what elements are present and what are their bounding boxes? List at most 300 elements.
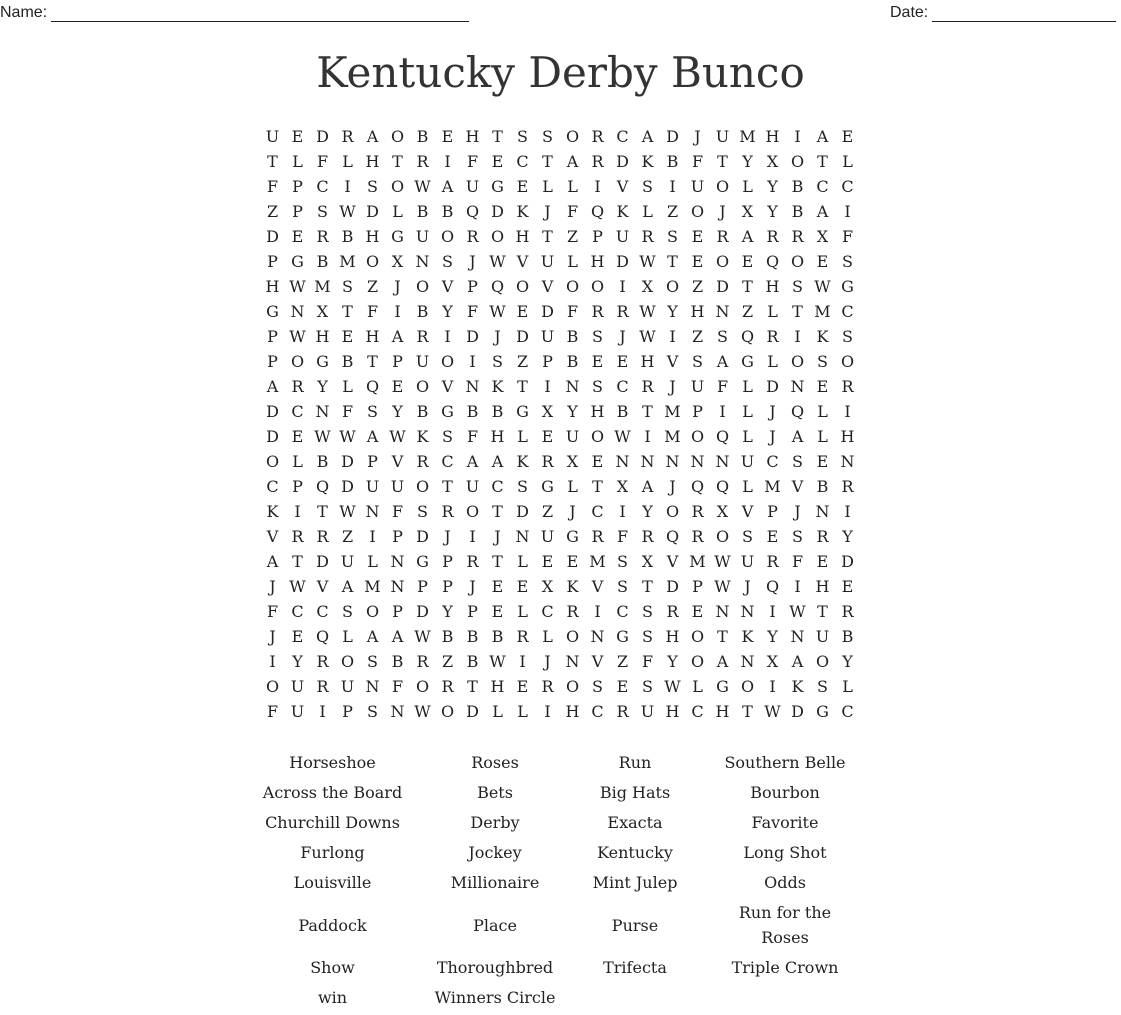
grid-cell[interactable]: E bbox=[541, 427, 554, 446]
grid-cell[interactable]: C bbox=[316, 602, 329, 621]
grid-cell[interactable]: Y bbox=[317, 377, 328, 396]
grid-cell[interactable]: S bbox=[742, 527, 753, 546]
grid-cell[interactable]: R bbox=[716, 227, 729, 246]
grid-cell[interactable]: S bbox=[367, 652, 378, 671]
grid-cell[interactable]: D bbox=[266, 402, 279, 421]
grid-cell[interactable]: I bbox=[269, 652, 276, 671]
grid-cell[interactable]: Q bbox=[665, 527, 680, 546]
grid-cell[interactable]: R bbox=[841, 377, 854, 396]
grid-cell[interactable]: P bbox=[292, 177, 303, 196]
grid-cell[interactable]: A bbox=[716, 652, 729, 671]
grid-cell[interactable]: T bbox=[642, 402, 653, 421]
grid-cell[interactable]: E bbox=[816, 252, 829, 271]
grid-cell[interactable]: N bbox=[665, 452, 680, 471]
grid-cell[interactable]: H bbox=[365, 227, 380, 246]
name-line[interactable] bbox=[51, 5, 469, 22]
grid-cell[interactable]: O bbox=[365, 252, 380, 271]
grid-cell[interactable]: H bbox=[715, 702, 730, 721]
grid-cell[interactable]: C bbox=[841, 302, 854, 321]
grid-cell[interactable]: R bbox=[616, 302, 629, 321]
grid-cell[interactable]: B bbox=[791, 177, 804, 196]
grid-cell[interactable]: Y bbox=[767, 202, 778, 221]
grid-cell[interactable]: R bbox=[416, 452, 429, 471]
grid-cell[interactable]: G bbox=[441, 402, 454, 421]
grid-cell[interactable]: O bbox=[840, 352, 855, 371]
grid-cell[interactable]: Y bbox=[392, 402, 403, 421]
grid-cell[interactable]: P bbox=[542, 352, 553, 371]
grid-cell[interactable]: W bbox=[289, 577, 306, 596]
grid-cell[interactable]: P bbox=[592, 227, 603, 246]
grid-cell[interactable]: H bbox=[490, 427, 505, 446]
grid-cell[interactable]: N bbox=[590, 627, 605, 646]
grid-cell[interactable]: T bbox=[642, 577, 653, 596]
grid-cell[interactable]: G bbox=[391, 227, 404, 246]
grid-cell[interactable]: F bbox=[566, 202, 579, 221]
grid-cell[interactable]: F bbox=[316, 152, 329, 171]
grid-cell[interactable]: L bbox=[367, 552, 378, 571]
grid-cell[interactable]: U bbox=[815, 627, 830, 646]
grid-cell[interactable]: E bbox=[816, 377, 829, 396]
grid-cell[interactable]: T bbox=[342, 302, 353, 321]
grid-cell[interactable]: D bbox=[266, 427, 279, 446]
grid-cell[interactable]: P bbox=[267, 352, 278, 371]
grid-cell[interactable]: G bbox=[291, 252, 304, 271]
grid-cell[interactable]: N bbox=[690, 452, 705, 471]
grid-cell[interactable]: A bbox=[491, 452, 504, 471]
grid-cell[interactable]: T bbox=[292, 552, 303, 571]
grid-cell[interactable]: X bbox=[616, 477, 629, 496]
grid-cell[interactable]: R bbox=[641, 377, 654, 396]
grid-cell[interactable]: I bbox=[619, 277, 626, 296]
grid-cell[interactable]: E bbox=[391, 377, 404, 396]
grid-cell[interactable]: B bbox=[841, 627, 854, 646]
grid-cell[interactable]: J bbox=[769, 402, 776, 421]
grid-cell[interactable]: F bbox=[391, 502, 404, 521]
grid-cell[interactable]: T bbox=[492, 502, 503, 521]
grid-cell[interactable]: O bbox=[440, 702, 455, 721]
grid-cell[interactable]: O bbox=[265, 677, 280, 696]
grid-cell[interactable]: H bbox=[515, 227, 530, 246]
grid-cell[interactable]: W bbox=[339, 427, 356, 446]
grid-cell[interactable]: V bbox=[541, 277, 554, 296]
grid-cell[interactable]: E bbox=[516, 177, 529, 196]
grid-cell[interactable]: G bbox=[316, 352, 329, 371]
grid-cell[interactable]: R bbox=[416, 152, 429, 171]
grid-cell[interactable]: J bbox=[269, 627, 276, 646]
grid-cell[interactable]: P bbox=[342, 702, 353, 721]
grid-cell[interactable]: D bbox=[316, 552, 329, 571]
grid-cell[interactable]: S bbox=[692, 352, 703, 371]
grid-cell[interactable]: L bbox=[692, 677, 703, 696]
grid-cell[interactable]: U bbox=[690, 177, 705, 196]
grid-cell[interactable]: Z bbox=[541, 502, 554, 521]
grid-cell[interactable]: L bbox=[517, 702, 528, 721]
grid-cell[interactable]: E bbox=[841, 127, 854, 146]
grid-cell[interactable]: Z bbox=[566, 227, 579, 246]
grid-cell[interactable]: S bbox=[792, 527, 803, 546]
grid-cell[interactable]: C bbox=[591, 502, 604, 521]
grid-cell[interactable]: D bbox=[541, 302, 554, 321]
grid-cell[interactable]: E bbox=[291, 227, 304, 246]
grid-cell[interactable]: L bbox=[517, 552, 528, 571]
grid-cell[interactable]: Y bbox=[567, 402, 578, 421]
grid-cell[interactable]: D bbox=[516, 327, 529, 346]
grid-cell[interactable]: I bbox=[394, 302, 401, 321]
grid-cell[interactable]: L bbox=[292, 452, 303, 471]
grid-cell[interactable]: R bbox=[616, 702, 629, 721]
grid-cell[interactable]: O bbox=[565, 277, 580, 296]
grid-cell[interactable]: G bbox=[566, 527, 579, 546]
grid-cell[interactable]: C bbox=[541, 602, 554, 621]
grid-cell[interactable]: M bbox=[364, 577, 381, 596]
grid-cell[interactable]: Y bbox=[442, 602, 453, 621]
grid-cell[interactable]: A bbox=[341, 577, 354, 596]
grid-cell[interactable]: M bbox=[764, 477, 781, 496]
grid-cell[interactable]: Q bbox=[765, 577, 780, 596]
grid-cell[interactable]: Z bbox=[441, 652, 454, 671]
grid-cell[interactable]: F bbox=[466, 302, 479, 321]
grid-cell[interactable]: E bbox=[491, 152, 504, 171]
grid-cell[interactable]: N bbox=[315, 402, 330, 421]
grid-cell[interactable]: L bbox=[567, 177, 578, 196]
grid-cell[interactable]: O bbox=[590, 277, 605, 296]
grid-cell[interactable]: A bbox=[266, 377, 279, 396]
grid-cell[interactable]: R bbox=[316, 227, 329, 246]
grid-cell[interactable]: P bbox=[292, 202, 303, 221]
grid-cell[interactable]: P bbox=[692, 577, 703, 596]
grid-cell[interactable]: C bbox=[291, 602, 304, 621]
grid-cell[interactable]: E bbox=[591, 452, 604, 471]
grid-cell[interactable]: S bbox=[592, 677, 603, 696]
grid-cell[interactable]: D bbox=[366, 202, 379, 221]
grid-cell[interactable]: O bbox=[590, 427, 605, 446]
grid-cell[interactable]: U bbox=[265, 127, 280, 146]
grid-cell[interactable]: D bbox=[616, 252, 629, 271]
grid-cell[interactable]: U bbox=[715, 127, 730, 146]
grid-cell[interactable]: I bbox=[844, 502, 851, 521]
grid-cell[interactable]: D bbox=[666, 127, 679, 146]
grid-cell[interactable]: U bbox=[290, 702, 305, 721]
grid-cell[interactable]: I bbox=[794, 327, 801, 346]
grid-cell[interactable]: R bbox=[691, 527, 704, 546]
grid-cell[interactable]: B bbox=[466, 627, 479, 646]
grid-cell[interactable]: L bbox=[342, 152, 353, 171]
grid-cell[interactable]: E bbox=[291, 627, 304, 646]
grid-cell[interactable]: S bbox=[492, 352, 503, 371]
grid-cell[interactable]: I bbox=[444, 152, 451, 171]
grid-cell[interactable]: L bbox=[342, 377, 353, 396]
grid-cell[interactable]: R bbox=[441, 502, 454, 521]
grid-cell[interactable]: F bbox=[466, 427, 479, 446]
grid-cell[interactable]: R bbox=[591, 127, 604, 146]
grid-cell[interactable]: B bbox=[316, 252, 329, 271]
grid-cell[interactable]: T bbox=[492, 552, 503, 571]
grid-cell[interactable]: A bbox=[366, 127, 379, 146]
grid-cell[interactable]: H bbox=[640, 352, 655, 371]
grid-cell[interactable]: H bbox=[840, 427, 855, 446]
grid-cell[interactable]: O bbox=[415, 377, 430, 396]
grid-cell[interactable]: D bbox=[466, 702, 479, 721]
grid-cell[interactable]: K bbox=[641, 152, 654, 171]
grid-cell[interactable]: L bbox=[542, 627, 553, 646]
grid-cell[interactable]: H bbox=[690, 302, 705, 321]
grid-cell[interactable]: T bbox=[742, 702, 753, 721]
grid-cell[interactable]: R bbox=[766, 327, 779, 346]
grid-cell[interactable]: B bbox=[491, 627, 504, 646]
grid-cell[interactable]: U bbox=[415, 352, 430, 371]
grid-cell[interactable]: R bbox=[841, 477, 854, 496]
grid-cell[interactable]: J bbox=[494, 527, 501, 546]
grid-cell[interactable]: I bbox=[619, 502, 626, 521]
grid-cell[interactable]: R bbox=[641, 527, 654, 546]
grid-cell[interactable]: P bbox=[767, 502, 778, 521]
grid-cell[interactable]: I bbox=[844, 402, 851, 421]
grid-cell[interactable]: L bbox=[517, 602, 528, 621]
grid-cell[interactable]: W bbox=[414, 627, 431, 646]
grid-cell[interactable]: D bbox=[341, 477, 354, 496]
grid-cell[interactable]: T bbox=[267, 152, 278, 171]
grid-cell[interactable]: R bbox=[316, 527, 329, 546]
grid-cell[interactable]: I bbox=[544, 377, 551, 396]
grid-cell[interactable]: C bbox=[766, 452, 779, 471]
grid-cell[interactable]: J bbox=[669, 477, 676, 496]
grid-cell[interactable]: T bbox=[467, 677, 478, 696]
grid-cell[interactable]: W bbox=[289, 277, 306, 296]
grid-cell[interactable]: S bbox=[842, 252, 853, 271]
grid-cell[interactable]: R bbox=[791, 227, 804, 246]
grid-cell[interactable]: R bbox=[766, 552, 779, 571]
grid-cell[interactable]: K bbox=[816, 327, 829, 346]
grid-cell[interactable]: O bbox=[390, 177, 405, 196]
grid-cell[interactable]: A bbox=[816, 202, 829, 221]
grid-cell[interactable]: R bbox=[766, 227, 779, 246]
grid-cell[interactable]: K bbox=[566, 577, 579, 596]
grid-cell[interactable]: U bbox=[690, 377, 705, 396]
grid-cell[interactable]: I bbox=[319, 702, 326, 721]
grid-cell[interactable]: B bbox=[566, 352, 579, 371]
grid-cell[interactable]: I bbox=[669, 327, 676, 346]
grid-cell[interactable]: Z bbox=[691, 277, 704, 296]
grid-cell[interactable]: H bbox=[265, 277, 280, 296]
grid-cell[interactable]: H bbox=[465, 127, 480, 146]
grid-cell[interactable]: H bbox=[490, 677, 505, 696]
grid-cell[interactable]: N bbox=[740, 652, 755, 671]
grid-cell[interactable]: R bbox=[841, 602, 854, 621]
grid-cell[interactable]: R bbox=[466, 552, 479, 571]
grid-cell[interactable]: V bbox=[316, 577, 329, 596]
grid-cell[interactable]: N bbox=[565, 652, 580, 671]
grid-cell[interactable]: D bbox=[791, 702, 804, 721]
grid-cell[interactable]: N bbox=[640, 452, 655, 471]
grid-cell[interactable]: I bbox=[769, 677, 776, 696]
grid-cell[interactable]: F bbox=[366, 302, 379, 321]
grid-cell[interactable]: L bbox=[567, 252, 578, 271]
grid-cell[interactable]: S bbox=[367, 402, 378, 421]
grid-cell[interactable]: T bbox=[542, 152, 553, 171]
grid-cell[interactable]: Q bbox=[690, 477, 705, 496]
grid-cell[interactable]: S bbox=[542, 127, 553, 146]
grid-cell[interactable]: L bbox=[842, 152, 853, 171]
grid-cell[interactable]: P bbox=[292, 477, 303, 496]
grid-cell[interactable]: R bbox=[666, 602, 679, 621]
grid-cell[interactable]: U bbox=[290, 677, 305, 696]
grid-cell[interactable]: C bbox=[841, 702, 854, 721]
grid-cell[interactable]: B bbox=[466, 652, 479, 671]
grid-cell[interactable]: Q bbox=[790, 402, 805, 421]
grid-cell[interactable]: J bbox=[544, 652, 551, 671]
grid-cell[interactable]: W bbox=[489, 652, 506, 671]
grid-cell[interactable]: O bbox=[690, 652, 705, 671]
grid-cell[interactable]: S bbox=[592, 327, 603, 346]
grid-cell[interactable]: W bbox=[414, 177, 431, 196]
grid-cell[interactable]: L bbox=[492, 702, 503, 721]
grid-cell[interactable]: V bbox=[741, 502, 754, 521]
grid-cell[interactable]: N bbox=[790, 627, 805, 646]
grid-cell[interactable]: B bbox=[441, 202, 454, 221]
grid-cell[interactable]: I bbox=[544, 702, 551, 721]
grid-cell[interactable]: S bbox=[442, 427, 453, 446]
grid-cell[interactable]: E bbox=[816, 452, 829, 471]
grid-cell[interactable]: L bbox=[742, 427, 753, 446]
grid-cell[interactable]: B bbox=[416, 402, 429, 421]
grid-cell[interactable]: R bbox=[541, 677, 554, 696]
grid-cell[interactable]: F bbox=[691, 152, 704, 171]
grid-cell[interactable]: D bbox=[766, 377, 779, 396]
grid-cell[interactable]: J bbox=[769, 427, 776, 446]
grid-cell[interactable]: G bbox=[516, 402, 529, 421]
grid-cell[interactable]: N bbox=[390, 577, 405, 596]
grid-cell[interactable]: J bbox=[694, 127, 701, 146]
grid-cell[interactable]: O bbox=[665, 502, 680, 521]
grid-cell[interactable]: X bbox=[741, 202, 754, 221]
grid-cell[interactable]: T bbox=[517, 377, 528, 396]
grid-cell[interactable]: S bbox=[642, 177, 653, 196]
grid-cell[interactable]: T bbox=[817, 602, 828, 621]
grid-cell[interactable]: E bbox=[816, 552, 829, 571]
grid-cell[interactable]: O bbox=[290, 352, 305, 371]
grid-cell[interactable]: R bbox=[416, 327, 429, 346]
grid-cell[interactable]: R bbox=[316, 652, 329, 671]
grid-cell[interactable]: G bbox=[416, 552, 429, 571]
grid-cell[interactable]: R bbox=[816, 527, 829, 546]
grid-cell[interactable]: O bbox=[715, 252, 730, 271]
grid-cell[interactable]: Q bbox=[465, 202, 480, 221]
grid-cell[interactable]: O bbox=[340, 652, 355, 671]
grid-cell[interactable]: A bbox=[366, 427, 379, 446]
grid-cell[interactable]: D bbox=[316, 127, 329, 146]
grid-cell[interactable]: H bbox=[365, 152, 380, 171]
grid-cell[interactable]: D bbox=[841, 552, 854, 571]
grid-cell[interactable]: L bbox=[642, 202, 653, 221]
grid-cell[interactable]: X bbox=[541, 577, 554, 596]
grid-cell[interactable]: J bbox=[469, 252, 476, 271]
grid-cell[interactable]: W bbox=[714, 577, 731, 596]
grid-cell[interactable]: Z bbox=[366, 277, 379, 296]
grid-cell[interactable]: P bbox=[692, 402, 703, 421]
grid-cell[interactable]: R bbox=[641, 227, 654, 246]
grid-cell[interactable]: Z bbox=[266, 202, 279, 221]
grid-cell[interactable]: U bbox=[565, 427, 580, 446]
grid-cell[interactable]: M bbox=[589, 552, 606, 571]
grid-cell[interactable]: V bbox=[616, 177, 629, 196]
grid-cell[interactable]: H bbox=[665, 702, 680, 721]
grid-cell[interactable]: L bbox=[817, 427, 828, 446]
grid-cell[interactable]: Q bbox=[715, 427, 730, 446]
grid-cell[interactable]: I bbox=[594, 177, 601, 196]
grid-cell[interactable]: F bbox=[616, 527, 629, 546]
grid-cell[interactable]: E bbox=[616, 352, 629, 371]
grid-cell[interactable]: A bbox=[791, 427, 804, 446]
grid-cell[interactable]: B bbox=[341, 227, 354, 246]
grid-cell[interactable]: I bbox=[644, 427, 651, 446]
grid-cell[interactable]: U bbox=[340, 552, 355, 571]
grid-cell[interactable]: Y bbox=[667, 302, 678, 321]
grid-cell[interactable]: Q bbox=[490, 277, 505, 296]
grid-cell[interactable]: S bbox=[342, 277, 353, 296]
grid-cell[interactable]: N bbox=[715, 452, 730, 471]
grid-cell[interactable]: K bbox=[616, 202, 629, 221]
grid-cell[interactable]: U bbox=[340, 677, 355, 696]
grid-cell[interactable]: O bbox=[490, 227, 505, 246]
grid-cell[interactable]: S bbox=[367, 702, 378, 721]
grid-cell[interactable]: L bbox=[742, 177, 753, 196]
grid-cell[interactable]: C bbox=[291, 402, 304, 421]
grid-cell[interactable]: E bbox=[766, 527, 779, 546]
grid-cell[interactable]: W bbox=[489, 252, 506, 271]
grid-cell[interactable]: I bbox=[794, 577, 801, 596]
grid-cell[interactable]: D bbox=[516, 502, 529, 521]
grid-cell[interactable]: E bbox=[591, 352, 604, 371]
grid-cell[interactable]: M bbox=[664, 427, 681, 446]
grid-cell[interactable]: Z bbox=[516, 352, 529, 371]
grid-cell[interactable]: D bbox=[266, 227, 279, 246]
grid-cell[interactable]: N bbox=[415, 252, 430, 271]
grid-cell[interactable]: U bbox=[465, 477, 480, 496]
grid-cell[interactable]: A bbox=[566, 152, 579, 171]
grid-cell[interactable]: T bbox=[367, 352, 378, 371]
grid-cell[interactable]: V bbox=[441, 277, 454, 296]
grid-cell[interactable]: C bbox=[616, 127, 629, 146]
grid-cell[interactable]: P bbox=[367, 452, 378, 471]
grid-cell[interactable]: C bbox=[616, 377, 629, 396]
grid-cell[interactable]: P bbox=[392, 527, 403, 546]
grid-cell[interactable]: W bbox=[339, 502, 356, 521]
grid-cell[interactable]: A bbox=[741, 227, 754, 246]
grid-cell[interactable]: S bbox=[517, 127, 528, 146]
grid-cell[interactable]: P bbox=[267, 327, 278, 346]
grid-cell[interactable]: R bbox=[466, 227, 479, 246]
grid-cell[interactable]: I bbox=[769, 602, 776, 621]
grid-cell[interactable]: U bbox=[740, 552, 755, 571]
grid-cell[interactable]: L bbox=[742, 477, 753, 496]
grid-cell[interactable]: Y bbox=[842, 527, 853, 546]
grid-cell[interactable]: L bbox=[842, 677, 853, 696]
grid-cell[interactable]: H bbox=[315, 327, 330, 346]
grid-cell[interactable]: L bbox=[767, 352, 778, 371]
grid-cell[interactable]: S bbox=[792, 452, 803, 471]
grid-cell[interactable]: S bbox=[417, 502, 428, 521]
grid-cell[interactable]: M bbox=[689, 552, 706, 571]
grid-cell[interactable]: T bbox=[717, 152, 728, 171]
grid-cell[interactable]: R bbox=[541, 452, 554, 471]
grid-cell[interactable]: L bbox=[292, 152, 303, 171]
grid-cell[interactable]: E bbox=[491, 577, 504, 596]
grid-cell[interactable]: I bbox=[369, 527, 376, 546]
grid-cell[interactable]: H bbox=[765, 277, 780, 296]
grid-cell[interactable]: J bbox=[669, 377, 676, 396]
grid-cell[interactable]: Q bbox=[765, 252, 780, 271]
grid-cell[interactable]: R bbox=[341, 127, 354, 146]
